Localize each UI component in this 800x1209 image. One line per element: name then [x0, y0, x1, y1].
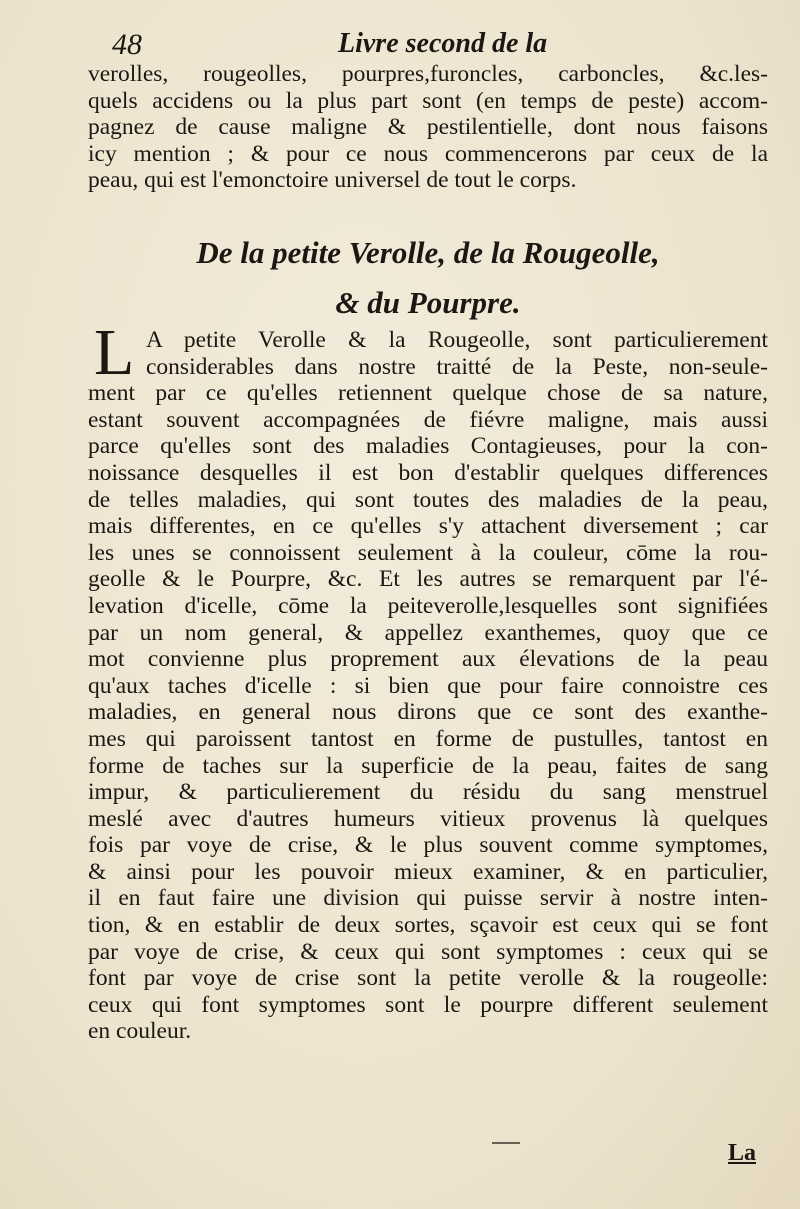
text-line: meslé avec d'autres humeurs vitieux provenus là quelques: [88, 805, 768, 832]
section-heading: [88, 228, 768, 328]
text-line: icy mention ; & pour ce nous commencerons par ceux de la: [88, 140, 768, 167]
text-line: en couleur.: [88, 1018, 192, 1045]
text-line: parce qu'elles sont des maladies Contagieuses, pour la con-: [88, 433, 768, 460]
heading-line-2: & du Pourpre.: [335, 285, 521, 320]
text-line: mais differentes, en ce qu'elles s'y attachent diversement ; car: [88, 513, 768, 540]
printer-mark: [492, 1142, 520, 1144]
text-line: fois par voye de crise, & le plus souvent comme symptomes,: [88, 832, 768, 859]
text-line: noissance desquelles il est bon d'establir quelques differences: [88, 459, 768, 486]
text-line: par voye de crise, & ceux qui sont symptomes : ceux qui se: [88, 938, 768, 965]
text-line: verolles, rougeolles, pourpres,furoncles, carboncles, &c.les-: [88, 61, 768, 87]
text-line: ceux qui font symptomes sont le pourpre different seulement: [88, 991, 768, 1018]
text-line: & ainsi pour les pouvoir mieux examiner, & en particulier,: [88, 858, 768, 885]
running-title: Livre second de la: [338, 28, 548, 59]
text-line: qu'aux taches d'icelle : si bien que pour faire connoistre ces: [88, 672, 768, 699]
page-number: 48: [112, 28, 142, 61]
text-line: geolle & le Pourpre, &c. Et les autres se remarquent par l'é-: [88, 566, 768, 593]
text-line: A petite Verolle & la Rougeolle, sont particulierement: [146, 327, 768, 353]
text-line: forme de taches sur la superficie de la peau, faites de sang: [88, 752, 768, 779]
text-line: font par voye de crise sont la petite verolle & la rougeolle:: [88, 965, 768, 992]
intro-paragraph: [88, 61, 768, 194]
heading-line-1: De la petite Verolle, de la Rougeolle,: [196, 235, 660, 270]
text-line: les unes se connoissent seulement à la couleur, cōme la rou-: [88, 539, 768, 566]
catchword: La: [728, 1140, 757, 1166]
text-line: par un nom general, & appellez exanthemes, quoy que ce: [88, 619, 768, 646]
text-line: estant souvent accompagnées de fiévre maligne, mais aussi: [88, 406, 768, 433]
text-line: pagnez de cause maligne & pestilentielle, dont nous faisons: [88, 114, 768, 141]
text-line: quels accidens ou la plus part sont (en temps de peste) accom-: [88, 87, 768, 114]
text-line: peau, qui est l'emonctoire universel de tout le corps.: [88, 167, 577, 194]
text-line: de telles maladies, qui sont toutes des maladies de la peau,: [88, 486, 768, 513]
text-line: mot convienne plus proprement aux élevations de la peau: [88, 646, 768, 673]
text-line: ment par ce qu'elles retiennent quelque chose de sa nature,: [88, 380, 768, 407]
text-line: considerables dans nostre traitté de la Peste, non-seule-: [146, 353, 768, 380]
text-line: tion, & en establir de deux sortes, sçavoir est ceux qui se font: [88, 912, 768, 939]
page-header: [112, 28, 762, 64]
body-paragraph: [88, 327, 768, 1045]
text-line: mes qui paroissent tantost en forme de pustulles, tantost en: [88, 725, 768, 752]
text-line: impur, & particulierement du résidu du sang menstruel: [88, 779, 768, 806]
drop-cap: L: [94, 316, 135, 389]
text-line: levation d'icelle, cōme la peiteverolle,lesquelles sont signifiées: [88, 592, 768, 619]
text-line: maladies, en general nous dirons que ce sont des exanthe-: [88, 699, 768, 726]
text-line: il en faut faire une division qui puisse servir à nostre inten-: [88, 885, 768, 912]
